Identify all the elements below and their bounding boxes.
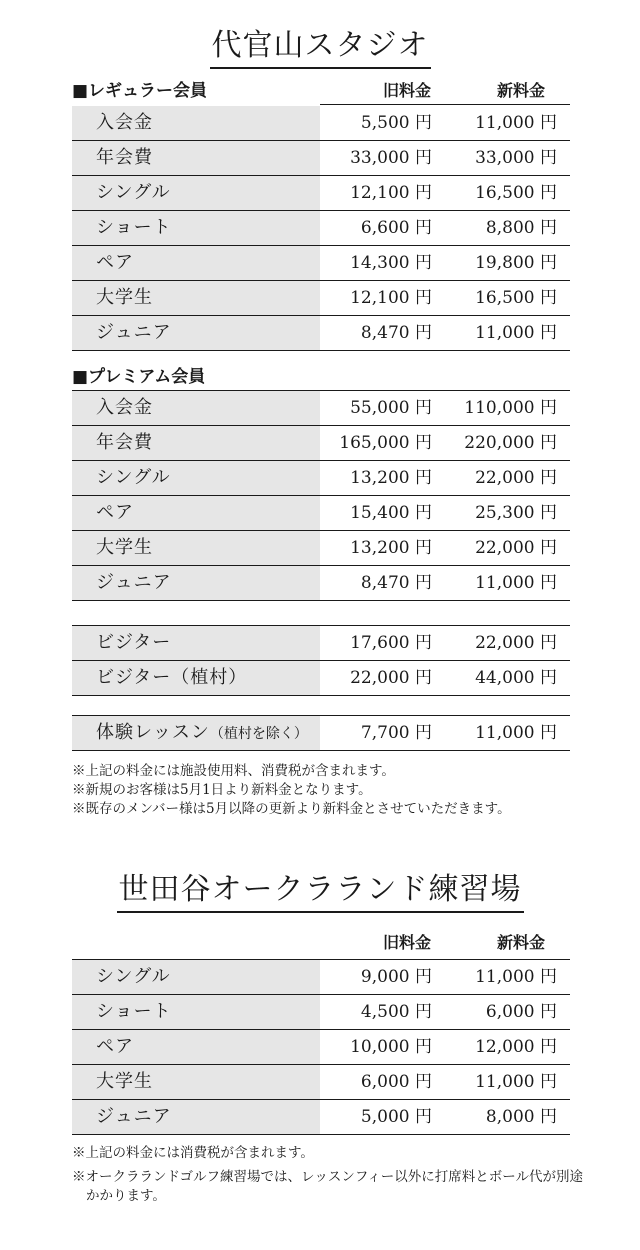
old-price: 8,470 円 [360,323,432,343]
table-row [72,391,570,426]
old-price: 12,100 円 [350,183,432,203]
table-row [72,1030,570,1065]
new-price: 12,000 円 [475,1037,557,1057]
premium-header [72,364,570,390]
row-label: シングル [72,461,320,495]
new-price: 22,000 円 [475,538,557,558]
old-price: 6,600 円 [360,218,432,238]
table-row [72,461,570,496]
table-row [72,566,570,601]
row-label: 大学生 [72,1065,320,1099]
new-price: 19,800 円 [475,253,557,273]
old-price: 10,000 円 [350,1037,432,1057]
okura-title: 世田谷オークラランド練習場 [0,872,640,913]
table-row [72,1065,570,1100]
premium-heading: ■プレミアム会員 [72,367,206,387]
col-new-label: 新料金 [496,933,545,952]
col-old-label: 旧料金 [382,81,431,100]
studio-title: 代官山スタジオ [0,28,640,69]
col-old-label: 旧料金 [382,933,431,952]
new-price: 22,000 円 [475,633,557,653]
table-row [72,426,570,461]
new-price: 11,000 円 [475,723,557,743]
row-label: ペア [72,246,320,280]
old-price: 9,000 円 [360,967,432,987]
new-price: 11,000 円 [475,1072,557,1092]
new-price: 11,000 円 [475,967,557,987]
row-label: ショート [72,995,320,1029]
new-price: 6,000 円 [485,1002,557,1022]
old-price: 14,300 円 [350,253,432,273]
table-row [72,531,570,566]
new-price: 8,800 円 [485,218,557,238]
new-price: 33,000 円 [475,148,557,168]
table-row [72,211,570,246]
old-price: 17,600 円 [350,633,432,653]
regular-heading: ■レギュラー会員 [72,81,208,101]
new-price: 16,500 円 [475,288,557,308]
row-label: 年会費 [72,141,320,175]
okura-table [72,959,570,1135]
okura-header [72,930,570,956]
row-label: ショート [72,211,320,245]
row-label: 年会費 [72,426,320,460]
row-label: シングル [72,960,320,994]
old-price: 8,470 円 [360,573,432,593]
premium-table [72,390,570,601]
table-row [72,246,570,281]
old-price: 22,000 円 [350,668,432,688]
regular-header [72,78,570,104]
table-row [72,661,570,696]
table-row [72,1100,570,1135]
row-label: シングル [72,176,320,210]
row-label [72,716,320,750]
new-price: 11,000 円 [475,573,557,593]
new-price: 22,000 円 [475,468,557,488]
old-price: 7,700 円 [360,723,432,743]
row-label: 大学生 [72,531,320,565]
old-price: 55,000 円 [350,398,432,418]
new-price: 11,000 円 [475,323,557,343]
new-price: 44,000 円 [475,668,557,688]
old-price: 6,000 円 [360,1072,432,1092]
row-label: ジュニア [72,1100,320,1134]
row-label: ジュニア [72,316,320,350]
note: ※オークラランドゴルフ練習場では、レッスンフィー以外に打席料とボール代が別途かかります。 [72,1169,583,1204]
col-new-label: 新料金 [496,81,545,100]
old-price: 12,100 円 [350,288,432,308]
new-price: 110,000 円 [464,398,557,418]
old-price: 33,000 円 [350,148,432,168]
trial-table [72,715,570,751]
visitor-table [72,625,570,696]
note: ※上記の料金には施設使用料、消費税が含まれます。 [72,763,395,779]
table-row [72,960,570,995]
new-price: 11,000 円 [475,113,557,133]
table-row [72,176,570,211]
header-rule [320,104,570,105]
old-price: 5,500 円 [360,113,432,133]
table-row [72,995,570,1030]
note: ※既存のメンバー様は5月以降の更新より新料金とさせていただきます。 [72,801,511,817]
new-price: 16,500 円 [475,183,557,203]
old-price: 165,000 円 [339,433,432,453]
row-label: 入会金 [72,391,320,425]
table-row [72,316,570,351]
row-label: 入会金 [72,106,320,140]
regular-table [72,106,570,351]
row-label: ペア [72,496,320,530]
note: ※上記の料金には消費税が含まれます。 [72,1145,314,1161]
table-row [72,626,570,661]
new-price: 8,000 円 [485,1107,557,1127]
row-label: ペア [72,1030,320,1064]
row-label: ジュニア [72,566,320,600]
new-price: 25,300 円 [475,503,557,523]
table-row [72,716,570,751]
row-label: ビジター（植村） [72,661,320,695]
old-price: 5,000 円 [360,1107,432,1127]
note: ※新規のお客様は5月1日より新料金となります。 [72,782,372,798]
old-price: 13,200 円 [350,468,432,488]
old-price: 15,400 円 [350,503,432,523]
row-label: 大学生 [72,281,320,315]
table-row [72,106,570,141]
trial-label: 体験レッスン [96,722,210,743]
row-label: ビジター [72,626,320,660]
trial-label-note: （植村を除く） [209,726,308,742]
table-row [72,496,570,531]
table-row [72,141,570,176]
old-price: 13,200 円 [350,538,432,558]
old-price: 4,500 円 [360,1002,432,1022]
new-price: 220,000 円 [464,433,557,453]
table-row [72,281,570,316]
